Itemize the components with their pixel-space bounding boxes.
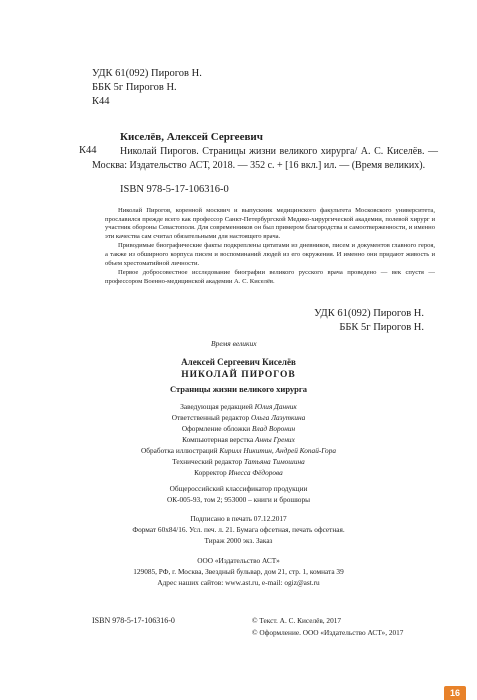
credit-line <box>0 457 477 466</box>
page-number: 16 <box>449 688 460 698</box>
credit-role: Корректор <box>194 468 227 477</box>
page-number-badge <box>444 686 466 700</box>
annotation-paragraph: Приводимые биографические факты подкреплены цитатами из дневников, писем и документов главного героя, а также из обширного корпуса писем и воспоминаний людей из его окружения. И именно они придают живость и объем хрестоматийной личности. <box>105 242 435 267</box>
annotation-paragraph: Первое добросовестное исследование биографии великого русского врача проведено — век спустя — профессором Военно-медицинской академии А. С. Киселёв. <box>105 269 435 285</box>
udk-code: УДК 61(092) Пирогов Н. <box>92 68 202 79</box>
credit-line <box>0 435 477 444</box>
print-format: Формат 60x84/16. Усл. печ. л. 21. Бумага офсетная, печать офсетная. <box>132 525 345 534</box>
okp-line-2: ОК-005-93, том 2; 953000 – книги и брошюры <box>166 495 311 504</box>
udk-code-repeat: УДК 61(092) Пирогов Н. <box>314 308 424 319</box>
credit-name: Татьяна Тимошина <box>243 457 305 466</box>
credit-role: Компьютерная верстка <box>182 435 254 444</box>
annotation <box>105 207 435 286</box>
author-mark: К44 <box>92 96 110 107</box>
bottom-isbn: ISBN 978-5-17-106316-0 <box>92 616 175 625</box>
credit-name: Юлия Данник <box>254 402 297 411</box>
credit-role: Оформление обложки <box>181 424 251 433</box>
bbk-code: ББК 5г Пирогов Н. <box>92 82 177 93</box>
book-title: НИКОЛАЙ ПИРОГОВ <box>181 370 296 380</box>
publisher-address: 129085, РФ, г. Москва, Звездный бульвар, дом 21, стр. 1, комната 39 <box>133 567 344 576</box>
okp-line-1: Общероссийский классификатор продукции <box>169 484 308 493</box>
credit-line <box>0 413 477 422</box>
credit-role: Ответственный редактор <box>171 413 250 422</box>
copyright-design: © Оформление. ООО «Издательство АСТ», 2017 <box>252 628 404 637</box>
series-name: Время великих <box>211 339 257 348</box>
credit-name: Ольга Лазуткина <box>250 413 306 422</box>
book-author: Алексей Сергеевич Киселёв <box>181 357 296 367</box>
publisher-name: ООО «Издательство АСТ» <box>197 556 280 565</box>
copyright-text: © Текст. А. С. Киселёв, 2017 <box>252 616 342 625</box>
biblio-isbn: ISBN 978-5-17-106316-0 <box>120 184 229 195</box>
biblio-description <box>92 145 438 172</box>
print-signed: Подписано в печать 07.12.2017 <box>190 514 287 523</box>
credit-role: Заведующая редакцией <box>180 402 253 411</box>
credit-name: Инесса Фёдорова <box>228 468 283 477</box>
credit-line <box>0 468 477 477</box>
credit-name: Влад Воронин <box>251 424 296 433</box>
publisher-web: Адрес наших сайтов: www.ast.ru, e-mail: ogiz@ast.ru <box>157 578 320 587</box>
credit-role: Обработка иллюстраций <box>141 446 218 455</box>
credit-line <box>0 424 477 433</box>
biblio-description-text: Николай Пирогов. Страницы жизни великого хирурга/ А. С. Киселёв. — Москва: Издательство АСТ, 2018. — 352 с. + [16 вкл.] ил. — (Время великих). <box>92 146 438 171</box>
credit-name: Кирилл Никитин, Андрей Копай-Гора <box>219 446 336 455</box>
credit-role: Технический редактор <box>172 457 243 466</box>
annotation-paragraph: Николай Пирогов, коренной москвич и выпускник медицинского факультета Московского университета, прославился прежде всего как профессор Санкт-Петербургской Медико-хирургической академии, полевой хирург и участник обороны Севастополя. Для современников он был примером благородства и самоотверженности, и именно эти качества сам считал обязательными для настоящего врача. <box>105 207 435 240</box>
credit-line <box>0 402 477 411</box>
print-run: Тираж 2000 экз. Заказ <box>204 536 273 545</box>
biblio-author-mark: К44 <box>79 145 97 156</box>
bbk-code-repeat: ББК 5г Пирогов Н. <box>339 322 424 333</box>
book-subtitle: Страницы жизни великого хирурга <box>169 384 308 394</box>
biblio-author: Киселёв, Алексей Сергеевич <box>120 131 263 143</box>
credit-line <box>0 446 477 455</box>
credit-name: Анны Грених <box>255 435 295 444</box>
